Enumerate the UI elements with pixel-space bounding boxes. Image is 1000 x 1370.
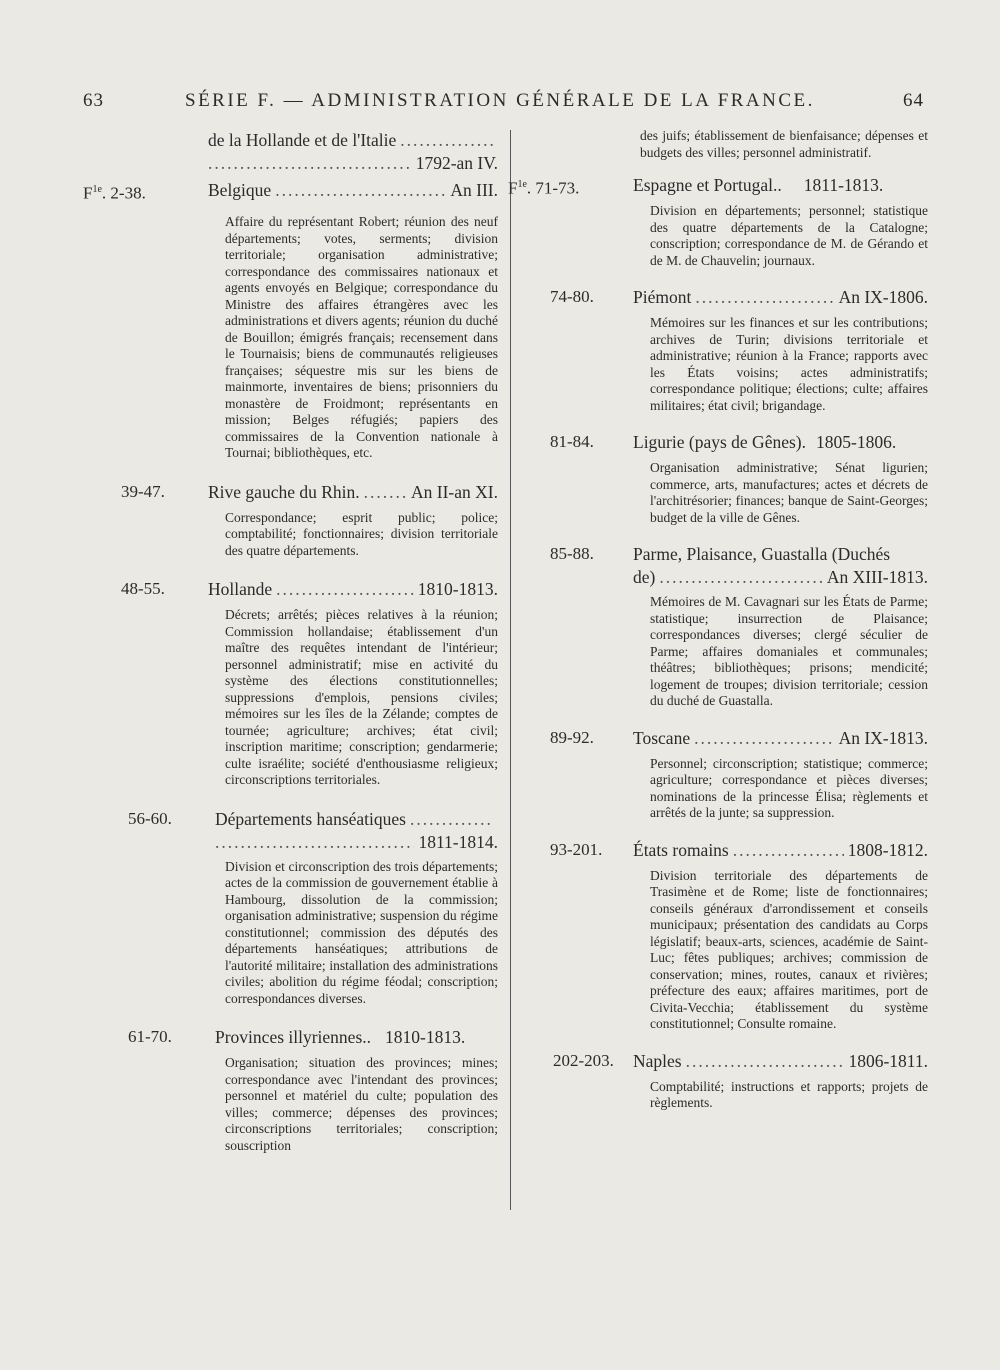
entry-date: An IX-1806. — [838, 287, 928, 307]
entry-description: Mémoires de M. Cavagnari sur les États de Parme; statistique; insurrection de Plaisance; correspondances diverses; clergé séculier de Parme; affaires domaniales et communales; théâtres; bibliothèques; prisons; mendicité; logement de troupes; division territoriale; cession du duché de Guastalla. — [650, 594, 928, 708]
entry-description: Affaire du représentant Robert; réunion des neuf départements; votes, serments; division territoriale; organisation administrative; correspondance des commissaires nationaux et agents envoyés en Belgique; correspondance du Ministre des affaires étrangères avec les administrations et divers agents; réunion du duché de Bouillon; émigrés français; recensement dans le Tournaisis; biens de communautés religieuses françaises; séquestre mis sur les biens de mainmorte, inventaires de biens; prisonniers du monastère de Froidmont; représentants en mission; Belges réfugiés; papiers des commissaires de la Convention nationale à Tournai; bibliothèques, etc. — [225, 214, 498, 460]
running-title: SÉRIE F. — ADMINISTRATION GÉNÉRALE DE LA FRANCE. — [185, 90, 815, 111]
entry-cote: 202-203. — [553, 1050, 614, 1070]
entry-date: 1810-1813. — [385, 1027, 466, 1047]
entry-etats-romains — [508, 838, 928, 1033]
entry-cote: 48-55. — [121, 579, 165, 598]
page-number-left: 63 — [83, 90, 104, 111]
entry-naples — [508, 1049, 928, 1112]
entry-cote: $F^{1e}$. 2-38. — [83, 183, 146, 203]
entry-italie-continued — [83, 128, 498, 174]
entry-cote: 74-80. — [550, 287, 594, 306]
entry-date: An IX-1813. — [838, 727, 928, 748]
entry-cote: $F^{1e}$. 71-73. — [508, 178, 580, 198]
entry-title: de la Hollande et de l'Italie — [208, 130, 397, 150]
entry-title: Naples — [633, 1050, 682, 1071]
entry-description: Division en départements; personnel; statistique des quatre départements de la Catalogne; conscription; correspondance de M. de Gérando et de M. de Chauvelin; journaux. — [650, 203, 928, 268]
entry-rive-gauche — [83, 480, 498, 560]
page-header — [0, 90, 1000, 120]
entry-description: Décrets; arrêtés; pièces relatives à la réunion; Commission hollandaise; établissement d'un maître des requêtes intendant de l'intérieur; personnel administratif; mise en activité du système des élections constitutionnelles; suppressions d'emplois, pensions civiles; mémoires sur les îles de la Zélande; comptes de tournée; agriculture; archives; état civil; inscription maritime; conscription; gendarmerie; culte israélite; société d'enthousiasme religieux; circonscriptions territoriales. — [225, 607, 498, 787]
entry-cote: 61-70. — [128, 1027, 172, 1046]
entry-cote: 93-201. — [550, 839, 603, 859]
entry-title: Piémont — [633, 287, 692, 307]
entry-cote: 85-88. — [550, 544, 594, 563]
entry-title: Toscane — [633, 727, 691, 748]
entry-cote: 81-84. — [550, 432, 594, 451]
entry-parme — [508, 542, 928, 710]
entry-cote: 56-60. — [128, 808, 172, 828]
entry-title-continued: de) — [633, 567, 656, 587]
entry-description: Mémoires sur les finances et sur les contributions; archives de Turin; divisions territoriale et administrative; réunion à la France; rapports avec les États voisins; actes administratifs; correspondance politique; élections; culte; affaires militaires; état civil; brigandage. — [650, 315, 928, 413]
entry-title: États romains — [633, 839, 729, 860]
entry-date: 1792-an IV. — [415, 153, 498, 173]
entry-title: Rive gauche du Rhin. — [208, 481, 360, 502]
entry-piemont — [508, 285, 928, 414]
entry-title: Hollande — [208, 579, 273, 599]
entry-title: Belgique — [208, 180, 272, 200]
entry-description: Division et circonscription des trois départements; actes de la commission de gouvernement établie à Hambourg, dissolution de la commission; organisation administrative; suspension du régime constitutionnel; commission des députés des départements hanséatiques; attributions de l'autorité militaire; installation des administrations civiles; abolition du régime féodal; conscription; correspondances diverses. — [225, 858, 498, 1006]
entry-toscane — [508, 726, 928, 822]
entry-date: 1811-1813. — [803, 175, 884, 195]
entry-date: 1806-1811. — [848, 1050, 928, 1071]
entry-cote: 39-47. — [121, 481, 165, 501]
page-number-right: 64 — [903, 90, 924, 111]
entry-date: 1808-1812. — [847, 839, 928, 860]
entry-espagne — [508, 173, 928, 269]
entry-hollande — [83, 577, 498, 789]
entry-description: Division territoriale des départements de Trasimène et de Rome; liste de fonctionnaires; conseils généraux d'arrondissement et conseils municipaux; présentation des candidats au Corps législatif; beaux-arts, sciences, académie de Saint-Luc; fêtes publiques; archives; commission de conservation; mines, routes, canaux et rivières; préfecture des eaux; affaires maritimes, port de Civita-Vecchia; établissement du système constitutionnel; Consulte romaine. — [650, 867, 928, 1031]
entry-date: An III. — [450, 180, 498, 200]
entry-date: An XIII-1813. — [826, 567, 928, 587]
right-column — [508, 128, 928, 1124]
entry-hanseatiques — [83, 807, 498, 1008]
entry-description: Correspondance; esprit public; police; comptabilité; fonctionnaires; division territoriale des quatre départements. — [225, 509, 498, 558]
entry-description: Comptabilité; instructions et rapports; projets de règlements. — [650, 1078, 928, 1110]
entry-title: Espagne et Portugal.. — [633, 175, 782, 195]
continued-description: des juifs; établissement de bienfaisance; dépenses et budgets des villes; personnel administratif. — [640, 128, 928, 160]
entry-description: Personnel; circonscription; statistique; commerce; agriculture; correspondance et pièces diverses; nominations de la princesse Élisa; règlements et arrêtés de la junte; sa suppression. — [650, 755, 928, 820]
entry-date: 1811-1814. — [418, 831, 498, 852]
entry-title: Départements hanséatiques — [215, 808, 406, 829]
entry-title: Parme, Plaisance, Guastalla (Duchés — [633, 544, 891, 564]
entry-description: Organisation; situation des provinces; mines; correspondance avec l'intendant des provinces; personnel et matériel du culte; population des villes; commerce; dépenses des provinces; circonscriptions territoriales; conscription; souscription — [225, 1055, 498, 1153]
entry-illyriennes — [83, 1025, 498, 1154]
entry-belgique — [83, 178, 498, 462]
entry-description: Organisation administrative; Sénat ligurien; commerce, arts, manufactures; actes et décrets de l'architrésorier; finances; banque de Saint-Georges; budget de la ville de Gênes. — [650, 460, 928, 525]
entry-cote: 89-92. — [550, 727, 594, 747]
entry-ligurie — [508, 430, 928, 526]
entry-date: An II-an XI. — [411, 481, 498, 502]
entry-date: 1810-1813. — [417, 579, 498, 599]
entry-title: Ligurie (pays de Gênes). — [633, 432, 806, 452]
left-column — [83, 128, 498, 1166]
entry-date: 1805-1806. — [816, 432, 897, 452]
entry-title: Provinces illyriennes.. — [215, 1027, 372, 1047]
